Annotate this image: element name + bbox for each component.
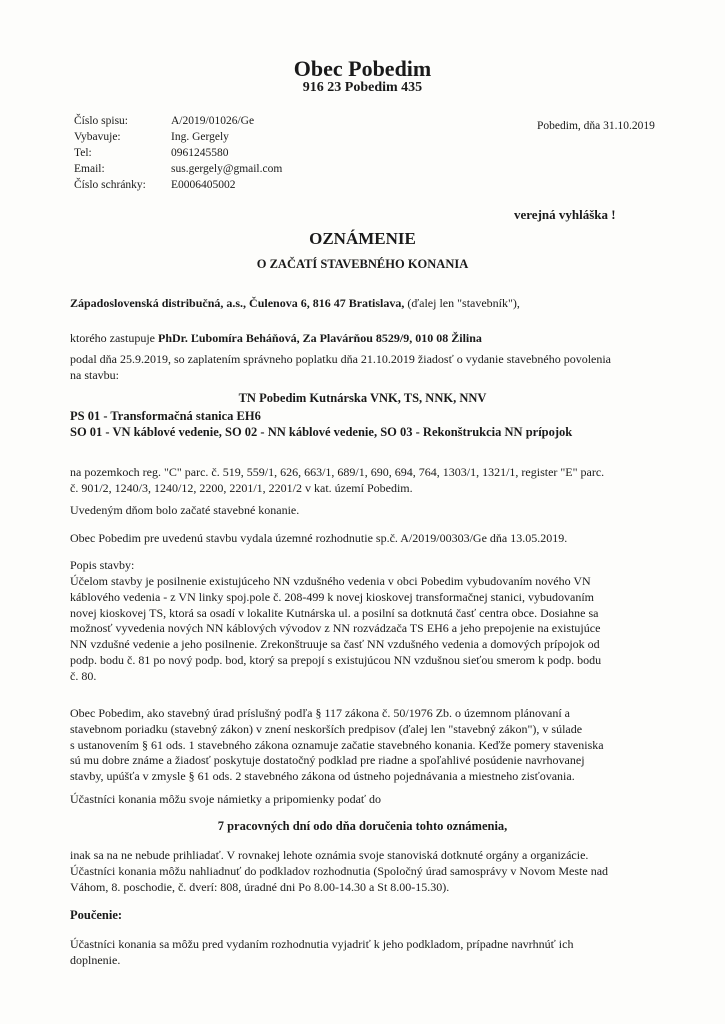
text-line: stavebnom poriadku (stavebný zákon) v znení neskorších predpisov (ďalej len "stavebný zákon"), v súlade	[70, 721, 583, 736]
proceedings-started: Uvedeným dňom bolo začaté stavebné konanie.	[70, 503, 300, 517]
authority-paragraph	[70, 706, 670, 785]
text-line: Obec Pobedim, ako stavebný úrad príslušný podľa § 117 zákona č. 50/1976 Zb. o územnom plánovaní a	[70, 706, 570, 720]
text-line: novej kioskovej TS, ktorá sa osadí v lokalite Kutnárska ul. a posilní sa dotknutá časť centra obce. Dosiahne sa	[70, 605, 599, 620]
meta-label: Vybavuje:	[74, 131, 121, 143]
building-name: TN Pobedim Kutnárska VNK, TS, NNK, NNV	[238, 391, 487, 405]
text-line: Váhom, 8. poschodie, č. dverí: 808, úradné dni Po 8.00-14.30 a St 8.00-15.30).	[70, 879, 450, 894]
meta-label: Tel:	[74, 147, 92, 159]
text-line: podp. bodu č. 81 po nový podp. bod, ktorý sa prepojí s existujúcou NN vzdušnou sieťou smerom k podp. bodu	[70, 652, 602, 667]
document-heading: OZNÁMENIE	[309, 229, 416, 248]
text-line: inak sa na ne nebude prihliadať. V rovnakej lehote oznámia svoje stanoviská dotknuté orgány a organizácie.	[70, 848, 589, 862]
public-notice-label: verejná vyhláška !	[514, 207, 616, 222]
document-subheading: O ZAČATÍ STAVEBNÉHO KONANIA	[256, 257, 469, 271]
representative-prefix: ktorého zastupuje	[70, 331, 158, 345]
text-line: č. 901/2, 1240/3, 1240/12, 2200, 2201/1, 2201/2 v kat. území Pobedim.	[70, 480, 413, 495]
description-title: Popis stavby:	[70, 558, 135, 572]
text-line: doplnenie.	[70, 952, 121, 967]
meta-value-handler: Ing. Gergely	[171, 131, 229, 143]
building-parts	[70, 409, 670, 441]
objections-text: Účastníci konania môžu svoje námietky a pripomienky podať do	[70, 792, 382, 806]
file-meta-values	[171, 113, 282, 193]
text-line: s ustanovením § 61 ods. 1 stavebného zákona oznamuje začatie stavebného konania. Keďže pomery staveniska	[70, 737, 604, 752]
document-date: Pobedim, dňa 31.10.2019	[537, 120, 655, 132]
text-line: na stavbu:	[70, 367, 119, 382]
instruction-paragraph	[70, 937, 670, 969]
meta-label: Email:	[74, 163, 105, 175]
meta-label: Číslo schránky:	[74, 179, 146, 191]
meta-value-file-number: A/2019/01026/Ge	[171, 115, 255, 127]
text-line: na pozemkoch reg. "C" parc. č. 519, 559/1, 626, 663/1, 689/1, 690, 694, 764, 1303/1, 1321/1, register "E" parc.	[70, 465, 605, 479]
text-line: stavby, upúšťa v zmysle § 61 ods. 2 stavebného zákona od ústneho pojednávania a miestneho zisťovania.	[70, 769, 575, 784]
meta-value-email: sus.gergely@gmail.com	[171, 163, 283, 175]
meta-value-mailbox: E0006405002	[171, 179, 236, 191]
text-line: NN vzdušné vedenie a jeho posilnenie. Zrekonštruuje sa časť NN vzdušného vedenia a domových prípojok od	[70, 637, 600, 652]
text-line: káblového vedenia - z VN linky spoj.pole č. 208-499 k novej kioskovej transformačnej stanici, vybudovaním	[70, 589, 594, 604]
after-deadline-paragraph	[70, 848, 670, 895]
description-paragraph	[70, 574, 670, 685]
applicant-name: Západoslovenská distribučná, a.s., Čulenova 6, 816 47 Bratislava,	[70, 296, 405, 310]
parcels-paragraph	[70, 465, 670, 497]
submission-paragraph	[70, 352, 670, 384]
text-line: možnosť vyvedenia nových NN káblových vývodov z NN rozvádzača TS EH6 a jeho prepojenie na existujúce	[70, 621, 601, 636]
text-line: č. 80.	[70, 668, 97, 683]
representative-line	[70, 331, 482, 346]
representative-name: PhDr. Ľubomíra Beháňová, Za Plavárňou 8529/9, 010 08 Žilina	[157, 331, 482, 345]
municipality-address: 916 23 Pobedim 435	[302, 80, 423, 95]
instruction-title: Poučenie:	[70, 908, 123, 922]
municipality-name: Obec Pobedim	[293, 56, 432, 81]
deadline-text: 7 pracovných dní odo dňa doručenia tohto oznámenia,	[217, 819, 508, 833]
meta-label: Číslo spisu:	[74, 115, 129, 127]
applicant-suffix: (ďalej len "stavebník"),	[404, 296, 520, 310]
text-line: sú mu dobre známe a žiadosť poskytuje dostatočný podklad pre riadne a spoľahlivé posúdenie navrhovanej	[70, 753, 585, 768]
zoning-decision: Obec Pobedim pre uvedenú stavbu vydala územné rozhodnutie sp.č. A/2019/00303/Ge dňa 13.05.2019.	[70, 531, 568, 545]
meta-value-phone: 0961245580	[171, 147, 229, 159]
text-line: podal dňa 25.9.2019, so zaplatením správneho poplatku dňa 21.10.2019 žiadosť o vydanie stavebného povolenia	[70, 352, 612, 366]
text-line: Účelom stavby je posilnenie existujúceho NN vzdušného vedenia v obci Pobedim vybudovaním nového VN	[70, 574, 591, 588]
text-line: Účastníci konania sa môžu pred vydaním rozhodnutia vyjadriť k jeho podkladom, prípadne navrhnúť ich	[70, 937, 574, 951]
text-line: Účastníci konania môžu nahliadnuť do podkladov rozhodnutia (Spoločný úrad samosprávy v Novom Meste nad	[70, 863, 609, 878]
building-part: SO 01 - VN káblové vedenie, SO 02 - NN káblové vedenie, SO 03 - Rekonštrukcia NN prípojok	[70, 424, 573, 439]
applicant-line	[70, 296, 520, 311]
building-part: PS 01 - Transformačná stanica EH6	[70, 409, 261, 423]
file-meta-labels	[74, 113, 146, 193]
